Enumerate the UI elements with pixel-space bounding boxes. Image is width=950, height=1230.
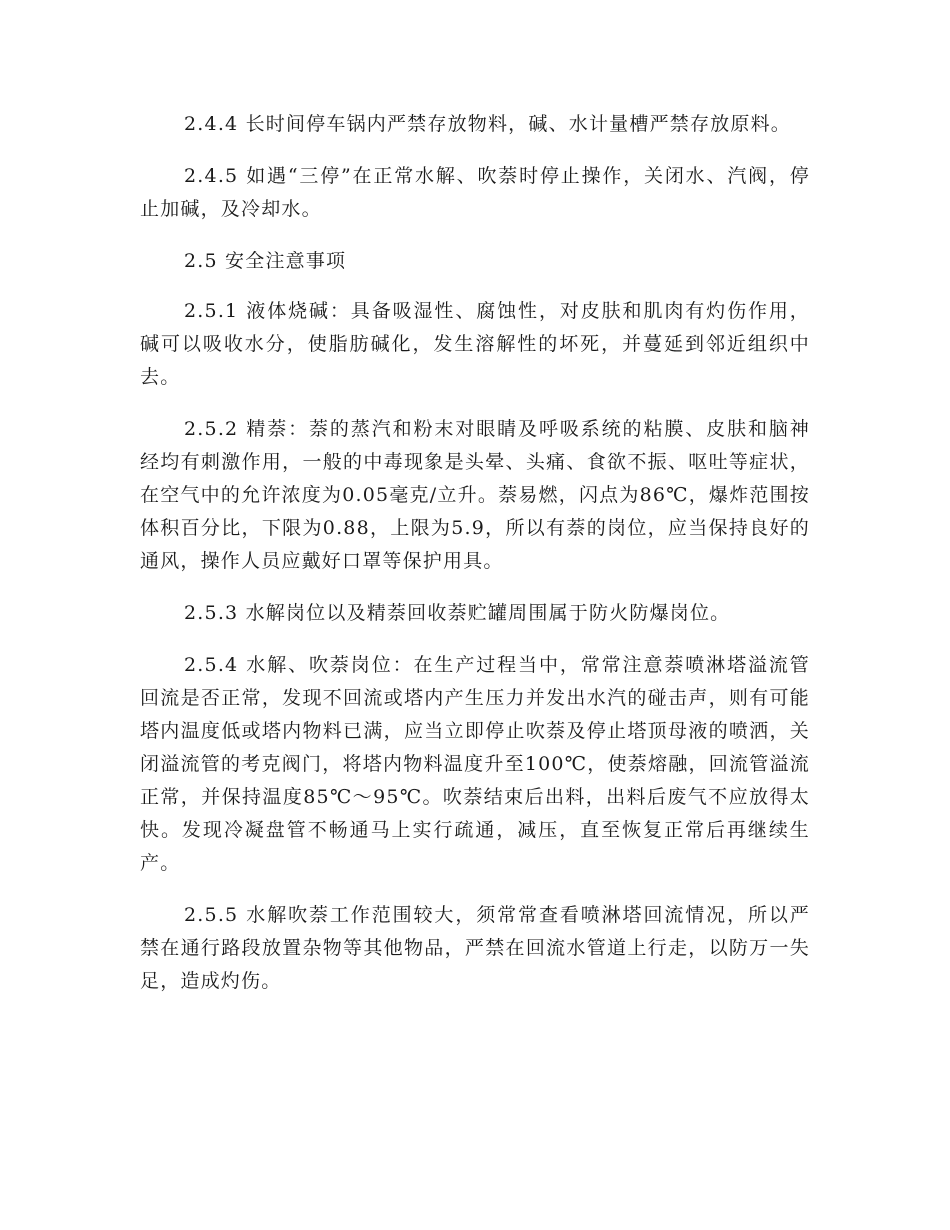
paragraph-2-4-4: 2.4.4 长时间停车锅内严禁存放物料，碱、水计量槽严禁存放原料。 [184,113,791,135]
section-heading-2-5: 2.5 安全注意事项 [184,250,347,272]
paragraph-2-5-1: 2.5.1 液体烧碱：具备吸湿性、腐蚀性，对皮肤和肌肉有灼伤作用，碱可以吸收水分，使脂肪碱化，发生溶解性的坏死，并蔓延到邻近组织中去。 [140,300,810,388]
paragraph-2-5-2: 2.5.2 精萘：萘的蒸汽和粉末对眼睛及呼吸系统的粘膜、皮肤和脑神经均有刺激作用，一般的中毒现象是头晕、头痛、食欲不振、呕吐等症状，在空气中的允许浓度为0.05毫克/立升。萘易燃，闪点为86℃，爆炸范围按体积百分比，下限为0.88，上限为5.9，所以有萘的岗位，应当保持良好的通风，操作人员应戴好口罩等保护用具。 [140,418,810,572]
paragraph-2-5-5: 2.5.5 水解吹萘工作范围较大，须常常查看喷淋塔回流情况，所以严禁在通行路段放置杂物等其他物品，严禁在回流水管道上行走，以防万一失足，造成灼伤。 [140,904,810,992]
paragraph-2-4-5: 2.4.5 如遇“三停”在正常水解、吹萘时停止操作，关闭水、汽阀，停止加碱，及冷却水。 [140,165,810,220]
document-body [140,108,810,1017]
paragraph-2-5-3: 2.5.3 水解岗位以及精萘回收萘贮罐周围属于防火防爆岗位。 [184,602,731,624]
paragraph-2-5-4: 2.5.4 水解、吹萘岗位：在生产过程当中，常常注意萘喷淋塔溢流管回流是否正常，发现不回流或塔内产生压力并发出水汽的碰击声，则有可能塔内温度低或塔内物料已满，应当立即停止吹萘及停止塔顶母液的喷洒，关闭溢流管的考克阀门，将塔内物料温度升至100℃，使萘熔融，回流管溢流正常，并保持温度85℃～95℃。吹萘结束后出料，出料后废气不应放得太快。发现冷凝盘管不畅通马上实行疏通，减压，直至恢复正常后再继续生产。 [140,654,810,874]
